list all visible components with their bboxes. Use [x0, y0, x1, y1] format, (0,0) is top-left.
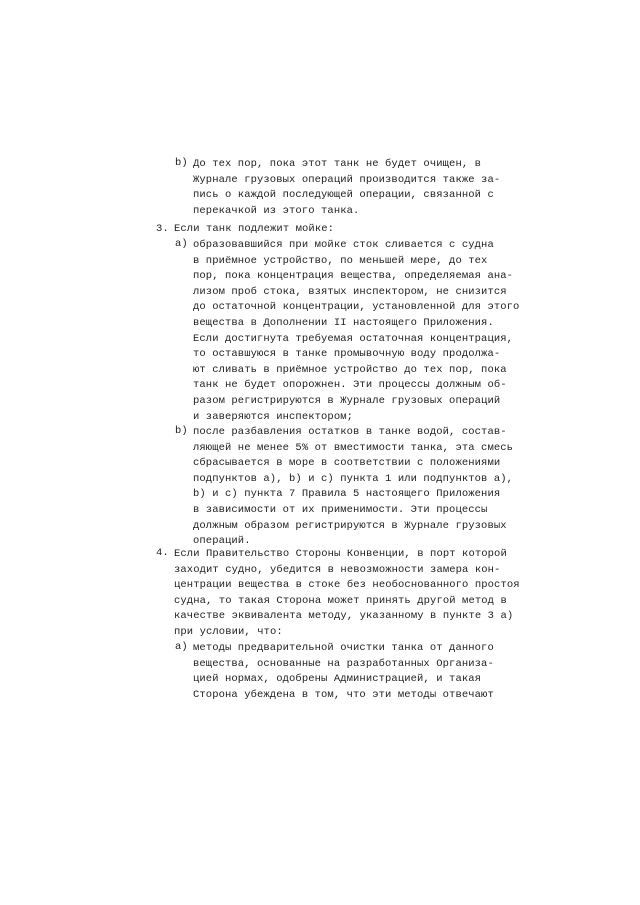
text-line: подпунктов a), b) и c) пункта 1 или подпунктов a), [193, 472, 514, 485]
text-line: цией нормах, одобрены Администрацией, и такая [193, 673, 482, 686]
item-4 [156, 547, 520, 641]
subitem-marker: b) [175, 425, 188, 437]
subitem-3b [175, 425, 513, 550]
text-line: методы предварительной очистки танка от данного [193, 642, 494, 654]
text-line: судна, то такая Сторона может принять другой метод в [174, 594, 507, 607]
text-line: при условии, что: [174, 625, 283, 638]
text-line: до остаточной концентрации, установленной для этого [193, 301, 520, 314]
text-line: ют сливать в приёмное устройство до тех пор, пока [193, 363, 507, 376]
text-line: лизом проб стока, взятых инспектором, не снизится [193, 285, 507, 298]
text-line: и заверяются инспектором; [193, 410, 354, 423]
text-line: образовавшийся при мойке сток сливается с судна [193, 239, 494, 251]
text-line: перекачкой из этого танка. [193, 204, 360, 217]
subitem-3a [175, 238, 519, 425]
text-line: вещества, основанные на разработанных Организа- [193, 657, 494, 670]
text-line: вещества в Дополнении II настоящего Приложения. [193, 316, 494, 329]
text-line: Если Правительство Стороны Конвенции, в порт которой [174, 548, 507, 560]
text-line: Если достигнута требуемая остаточная концентрация, [193, 332, 514, 345]
item-3 [156, 222, 334, 238]
text-line: танк не будет опорожнен. Эти процессы должным об- [193, 379, 507, 392]
text-line: ляющей не менее 5% от вместимости танка, эта смесь [193, 441, 514, 454]
text-line: то оставшуюся в танке промывочную воду продолжа- [193, 348, 501, 361]
text-line: качестве эквивалента методу, указанному в пункте 3 a) [174, 610, 514, 623]
item-text: Если танк подлежит мойке: [174, 223, 335, 235]
text-line: после разбавления остатков в танке водой, состав- [193, 426, 507, 438]
text-line: сбрасывается в море в соответствии с положениями [193, 457, 501, 470]
subitem-marker: a) [175, 641, 188, 653]
item-text [174, 547, 520, 641]
item-number: 3. [156, 223, 169, 235]
text-line: в зависимости от их применимости. Эти процессы [193, 503, 488, 516]
item-3-line [156, 222, 334, 238]
subitem-text [193, 238, 519, 425]
text-line: в приёмное устройство, по меньшей мере, до тех [193, 254, 488, 267]
text-line: разом регистрируются в Журнале грузовых операций [193, 394, 501, 407]
subitem-text [193, 425, 513, 550]
subitem-marker: b) [175, 157, 188, 169]
text-line: заходит судно, убедится в невозможности замера кон- [174, 563, 501, 576]
text-line: пор, пока концентрация вещества, определяемая ана- [193, 270, 514, 283]
subitem-text [193, 157, 500, 219]
text-line: До тех пор, пока этот танк не будет очищен, в [193, 158, 482, 170]
subitem-marker: a) [175, 238, 188, 250]
text-line: Сторона убеждена в том, что эти методы отвечают [193, 688, 494, 701]
text-line: b) и c) пункта 7 Правила 5 настоящего Приложения [193, 488, 501, 501]
text-line: должным образом регистрируются в Журнале грузовых [193, 519, 507, 532]
text-line: центрации вещества в стоке без необоснованного простоя [174, 579, 520, 592]
item-number: 4. [156, 547, 169, 559]
text-line: операций. [193, 535, 251, 548]
subitem-b-top [175, 157, 500, 219]
text-line: пись о каждой последующей операции, связанной с [193, 189, 494, 202]
subitem-4a [175, 641, 494, 703]
text-line: Журнале грузовых операций производится также за- [193, 173, 501, 186]
subitem-text [193, 641, 494, 703]
